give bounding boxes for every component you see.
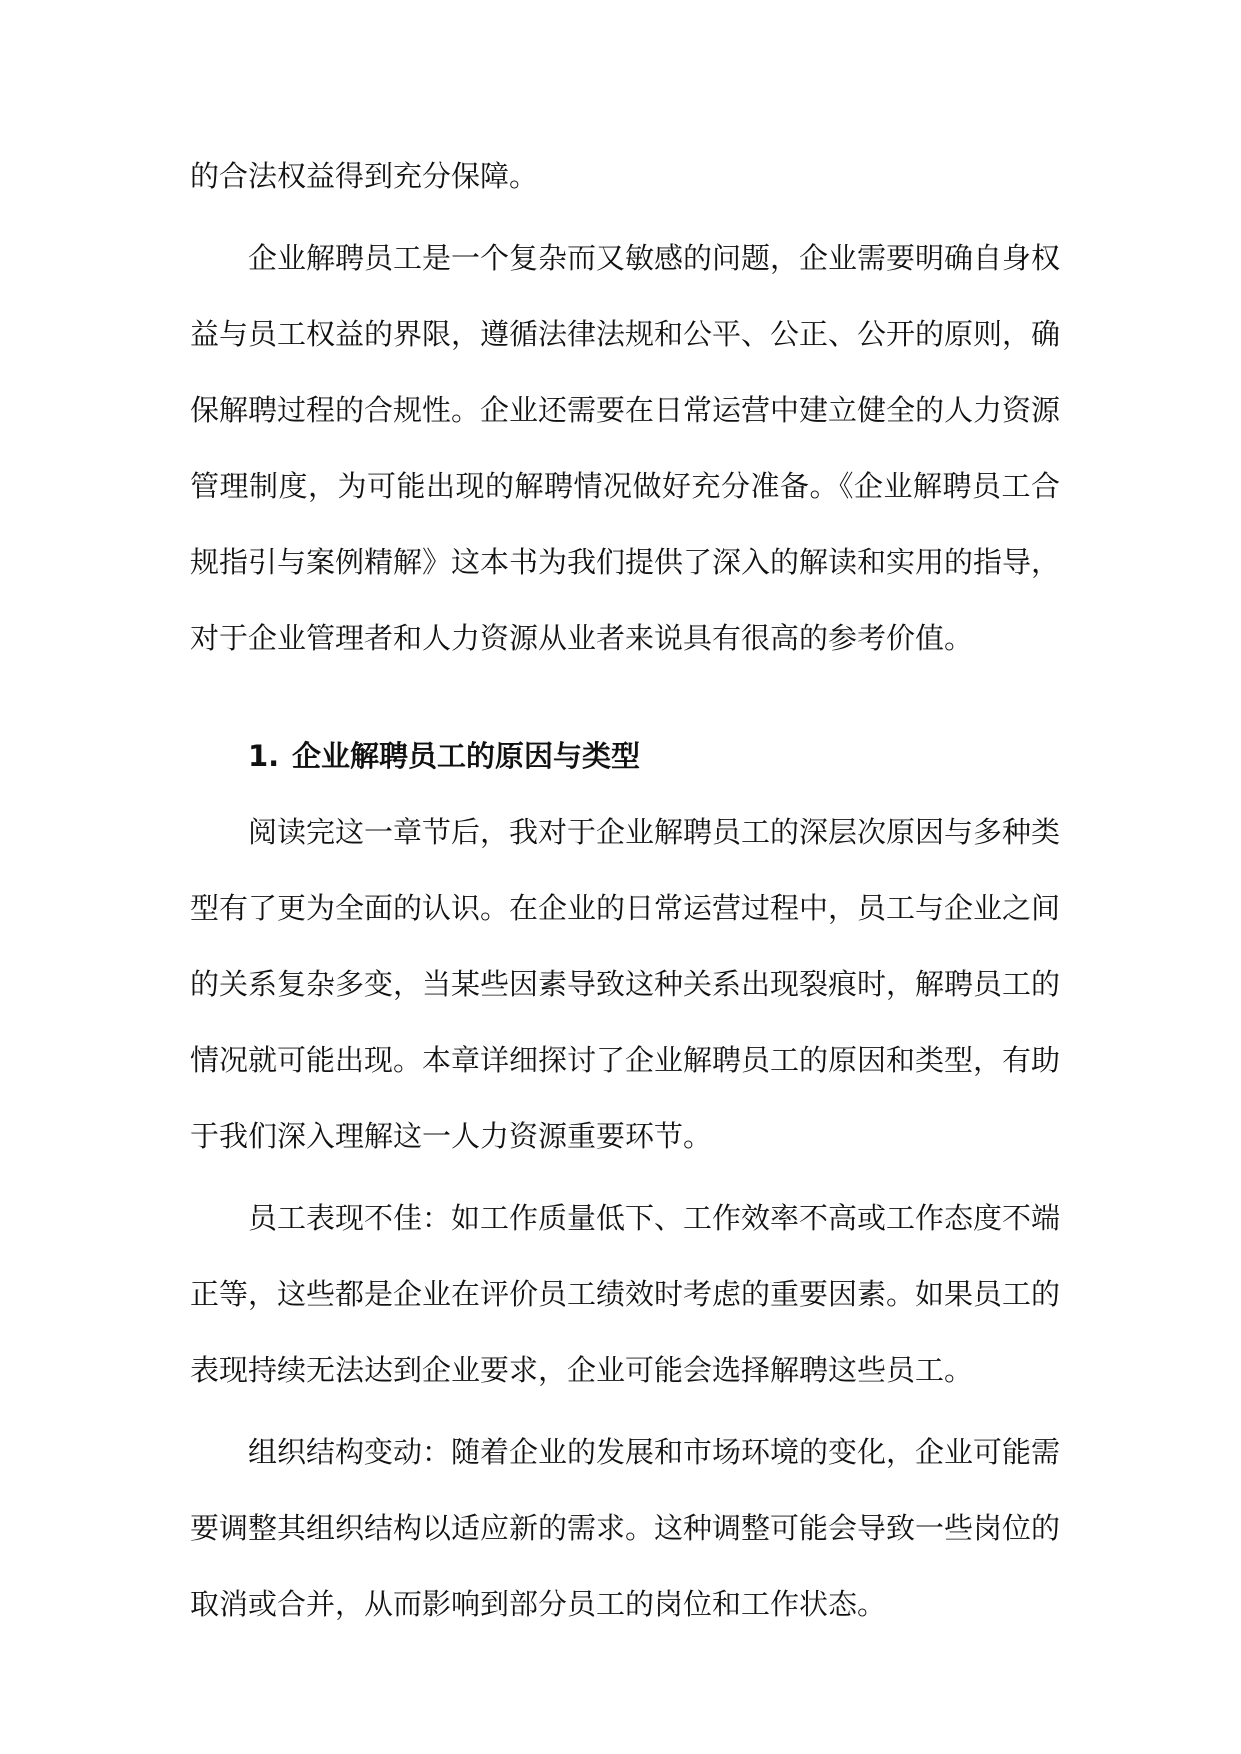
section-title: 企业解聘员工的原因与类型 <box>292 739 641 773</box>
paragraph-intro-summary: 企业解聘员工是一个复杂而又敏感的问题，企业需要明确自身权益与员工权益的界限，遵循法律法规和公平、公正、公开的原则，确保解聘过程的合规性。企业还需要在日常运营中建立健全的人力资源管理制度，为可能出现的解聘情况做好充分准备。《企业解聘员工合规指引与案例精解》这本书为我们提供了深入的解读和实用的指导，对于企业管理者和人力资源从业者来说具有很高的参考价值。 <box>190 241 1061 655</box>
paragraph-poor-performance: 员工表现不佳：如工作质量低下、工作效率不高或工作态度不端正等，这些都是企业在评价员工绩效时考虑的重要因素。如果员工的表现持续无法达到企业要求，企业可能会选择解聘这些员工。 <box>190 1201 1061 1387</box>
paragraph-continuation: 的合法权益得到充分保障。 <box>190 159 539 193</box>
document-body <box>190 138 1060 1642</box>
paragraph-chapter-reflection: 阅读完这一章节后，我对于企业解聘员工的深层次原因与多种类型有了更为全面的认识。在企业的日常运营过程中，员工与企业之间的关系复杂多变，当某些因素导致这种关系出现裂痕时，解聘员工的情况就可能出现。本章详细探讨了企业解聘员工的原因和类型，有助于我们深入理解这一人力资源重要环节。 <box>190 815 1061 1153</box>
section-heading <box>190 718 1060 794</box>
paragraph-org-restructure: 组织结构变动：随着企业的发展和市场环境的变化，企业可能需要调整其组织结构以适应新的需求。这种调整可能会导致一些岗位的取消或合并，从而影响到部分员工的岗位和工作状态。 <box>190 1435 1061 1621</box>
section-number: 1. <box>248 739 280 773</box>
